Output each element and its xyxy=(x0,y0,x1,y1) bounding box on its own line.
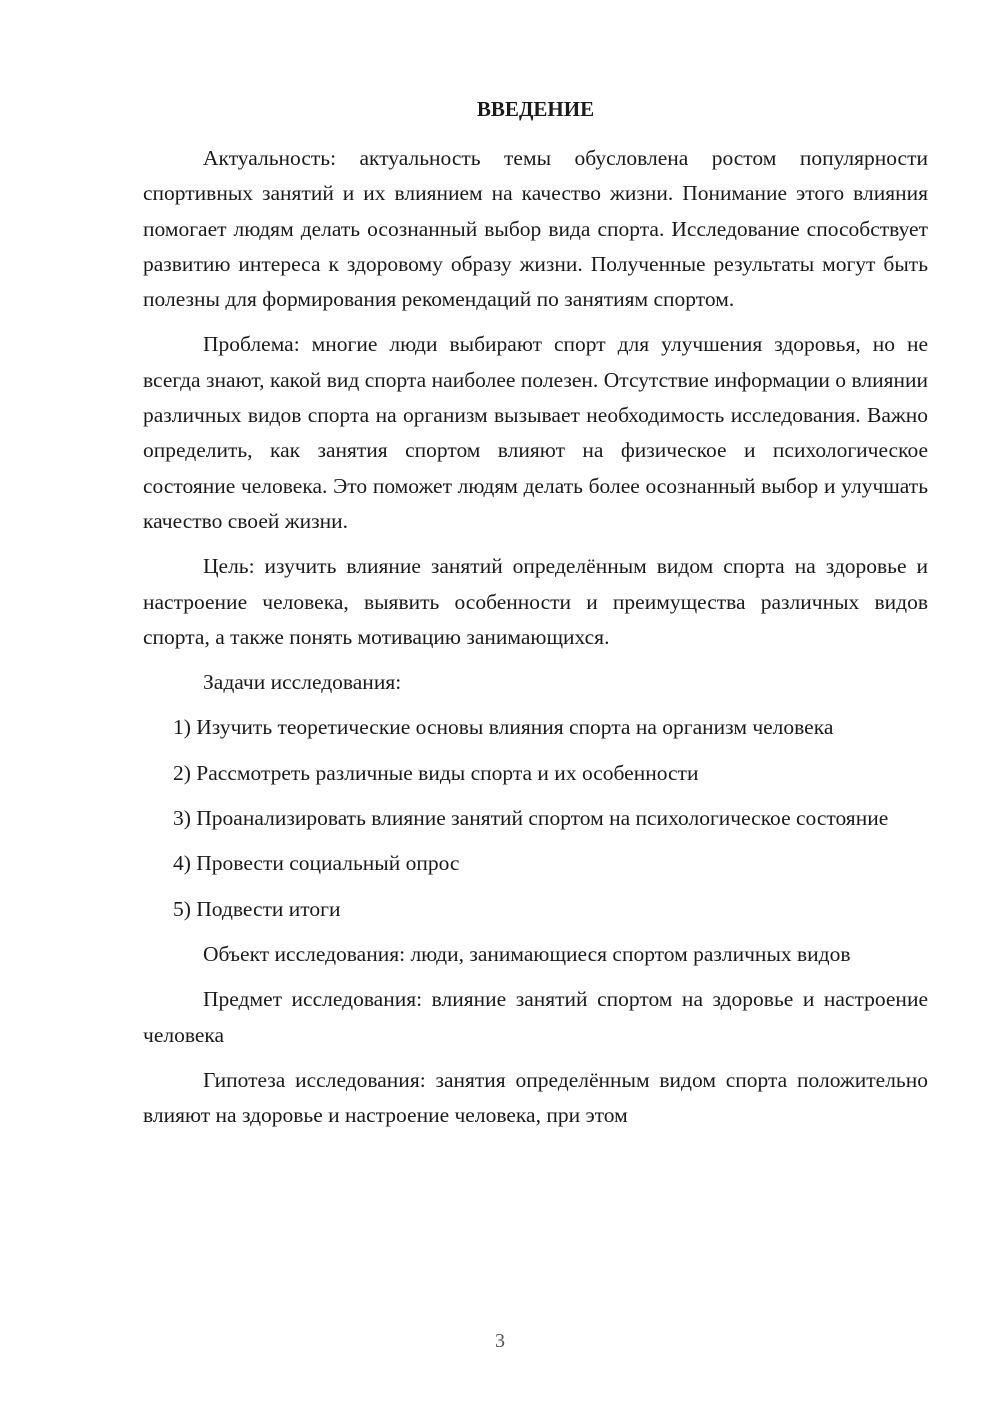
page-content xyxy=(143,92,928,1143)
paragraph-relevance: Актуальность: актуальность темы обусловлена ростом популярности спортивных занятий и их влиянием на качество жизни. Понимание этого влияния помогает людям делать осознанный выбор вида спорта. Исследование способствует развитию интереса к здоровому образу жизни. Полученные результаты могут быть полезны для формирования рекомендаций по занятиям спортом. xyxy=(143,146,928,312)
page-title: ВВЕДЕНИЕ xyxy=(476,97,595,121)
paragraph-object: Объект исследования: люди, занимающиеся спортом различных видов xyxy=(203,941,851,966)
paragraph-subject: Предмет исследования: влияние занятий спортом на здоровье и настроение человека xyxy=(143,987,928,1047)
task-item-5: 5) Подвести итоги xyxy=(173,896,341,921)
task-item-3: 3) Проанализировать влияние занятий спортом на психологическое состояние xyxy=(173,806,889,831)
paragraph-goal: Цель: изучить влияние занятий определённым видом спорта на здоровье и настроение человека, выявить особенности и преимущества различных видов спорта, а также понять мотивацию занимающихся. xyxy=(143,554,928,649)
task-item-1: 1) Изучить теоретические основы влияния спорта на организм человека xyxy=(173,715,834,740)
page-number: 3 xyxy=(495,1330,505,1352)
tasks-heading: Задачи исследования: xyxy=(203,670,402,695)
paragraph-hypothesis: Гипотеза исследования: занятия определённым видом спорта положительно влияют на здоровье и настроение человека, при этом xyxy=(143,1067,928,1128)
paragraph-problem: Проблема: многие люди выбирают спорт для улучшения здоровья, но не всегда знают, какой вид спорта наиболее полезен. Отсутствие информации о влиянии различных видов спорта на организм вызывает необходимость исследования. Важно определить, как занятия спортом влияют на физическое и психологическое состояние человека. Это поможет людям делать более осознанный выбор и улучшать качество своей жизни. xyxy=(143,332,928,533)
task-item-2: 2) Рассмотреть различные виды спорта и их особенности xyxy=(173,760,699,785)
task-item-4: 4) Провести социальный опрос xyxy=(173,851,460,876)
